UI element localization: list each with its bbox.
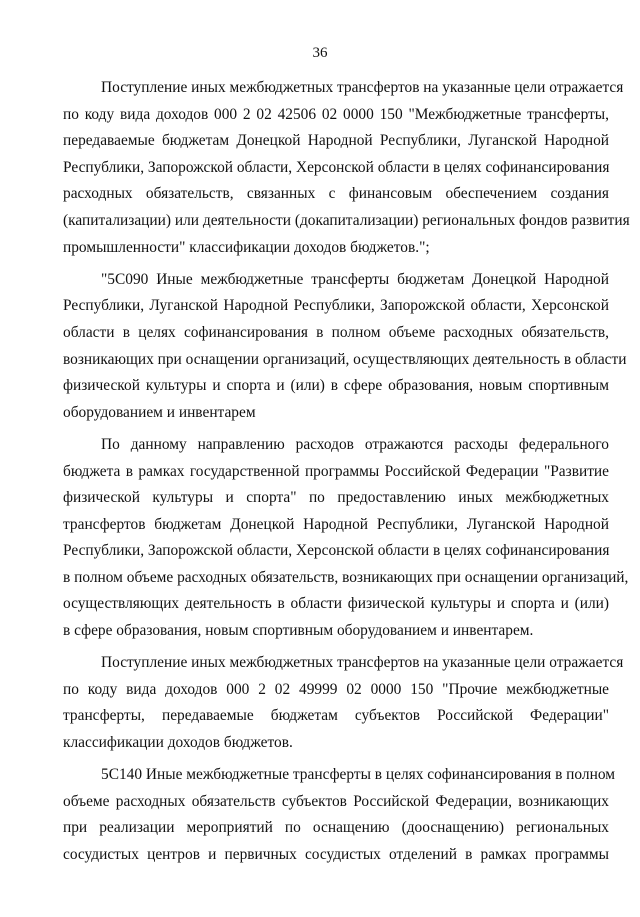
text-line: передаваемые бюджетам Донецкой Народной Республики, Луганской Народной	[63, 132, 609, 150]
paragraph	[63, 650, 624, 756]
text-line: в сфере образования, новым спортивным оборудованием и инвентарем.	[63, 622, 534, 640]
text-line: оборудованием и инвентарем	[63, 403, 256, 421]
text-line: Республики, Запорожской области, Херсонской области в целях софинансирования	[63, 158, 610, 176]
text-line: сосудистых центров и первичных сосудистых отделений в рамках программы	[63, 846, 609, 863]
text-line: по коду вида доходов 000 2 02 42506 02 0000 150 "Межбюджетные трансферты,	[63, 105, 609, 123]
text-line: области в целях софинансирования в полном объеме расходных обязательств,	[63, 323, 609, 341]
paragraph	[63, 432, 629, 645]
text-line: (капитализации) или деятельности (докапитализации) региональных фондов развития	[63, 211, 630, 229]
text-line: промышленности" классификации доходов бюджетов.";	[63, 238, 430, 256]
text-line: физической культуры и спорта" по предоставлению иных межбюджетных	[63, 489, 609, 507]
text-line: Поступление иных межбюджетных трансфертов на указанные цели отражается	[101, 79, 624, 96]
text-line: по коду вида доходов 000 2 02 49999 02 0000 150 "Прочие межбюджетные	[63, 680, 609, 698]
text-line: возникающих при оснащении организаций, осуществляющих деятельность в области	[63, 350, 627, 368]
text-line: 5С140 Иные межбюджетные трансферты в целях софинансирования в полном	[101, 766, 615, 784]
text-line: трансферты, передаваемые бюджетам субъектов Российской Федерации"	[63, 707, 609, 725]
text-line: бюджета в рамках государственной программы Российской Федерации "Развитие	[63, 462, 609, 480]
text-line: в полном объеме расходных обязательств, возникающих при оснащении организаций,	[63, 568, 629, 586]
paragraph	[63, 267, 627, 427]
paragraph	[63, 762, 615, 868]
text-line: объеме расходных обязательств субъектов Российской Федерации, возникающих	[63, 792, 609, 810]
page-number: 36	[312, 45, 328, 61]
text-line: Республики, Запорожской области, Херсонской области в целях софинансирования	[63, 542, 610, 560]
text-line: при реализации мероприятий по оснащению (дооснащению) региональных	[63, 819, 609, 837]
text-line: расходных обязательств, связанных с финансовым обеспечением создания	[63, 185, 609, 203]
text-line: трансфертов бюджетам Донецкой Народной Республики, Луганской Народной	[63, 515, 609, 533]
document-body	[63, 75, 630, 874]
paragraph	[63, 75, 630, 261]
text-line: Республики, Луганской Народной Республики, Запорожской области, Херсонской	[63, 297, 609, 315]
text-line: По данному направлению расходов отражаются расходы федерального	[101, 435, 609, 453]
text-line: физической культуры и спорта и (или) в сфере образования, новым спортивным	[63, 377, 609, 395]
text-line: "5С090 Иные межбюджетные трансферты бюджетам Донецкой Народной	[101, 270, 609, 288]
text-line: классификации доходов бюджетов.	[63, 734, 293, 752]
text-line: осуществляющих деятельность в области физической культуры и спорта и (или)	[63, 595, 609, 613]
text-line: Поступление иных межбюджетных трансфертов на указанные цели отражается	[101, 654, 624, 672]
